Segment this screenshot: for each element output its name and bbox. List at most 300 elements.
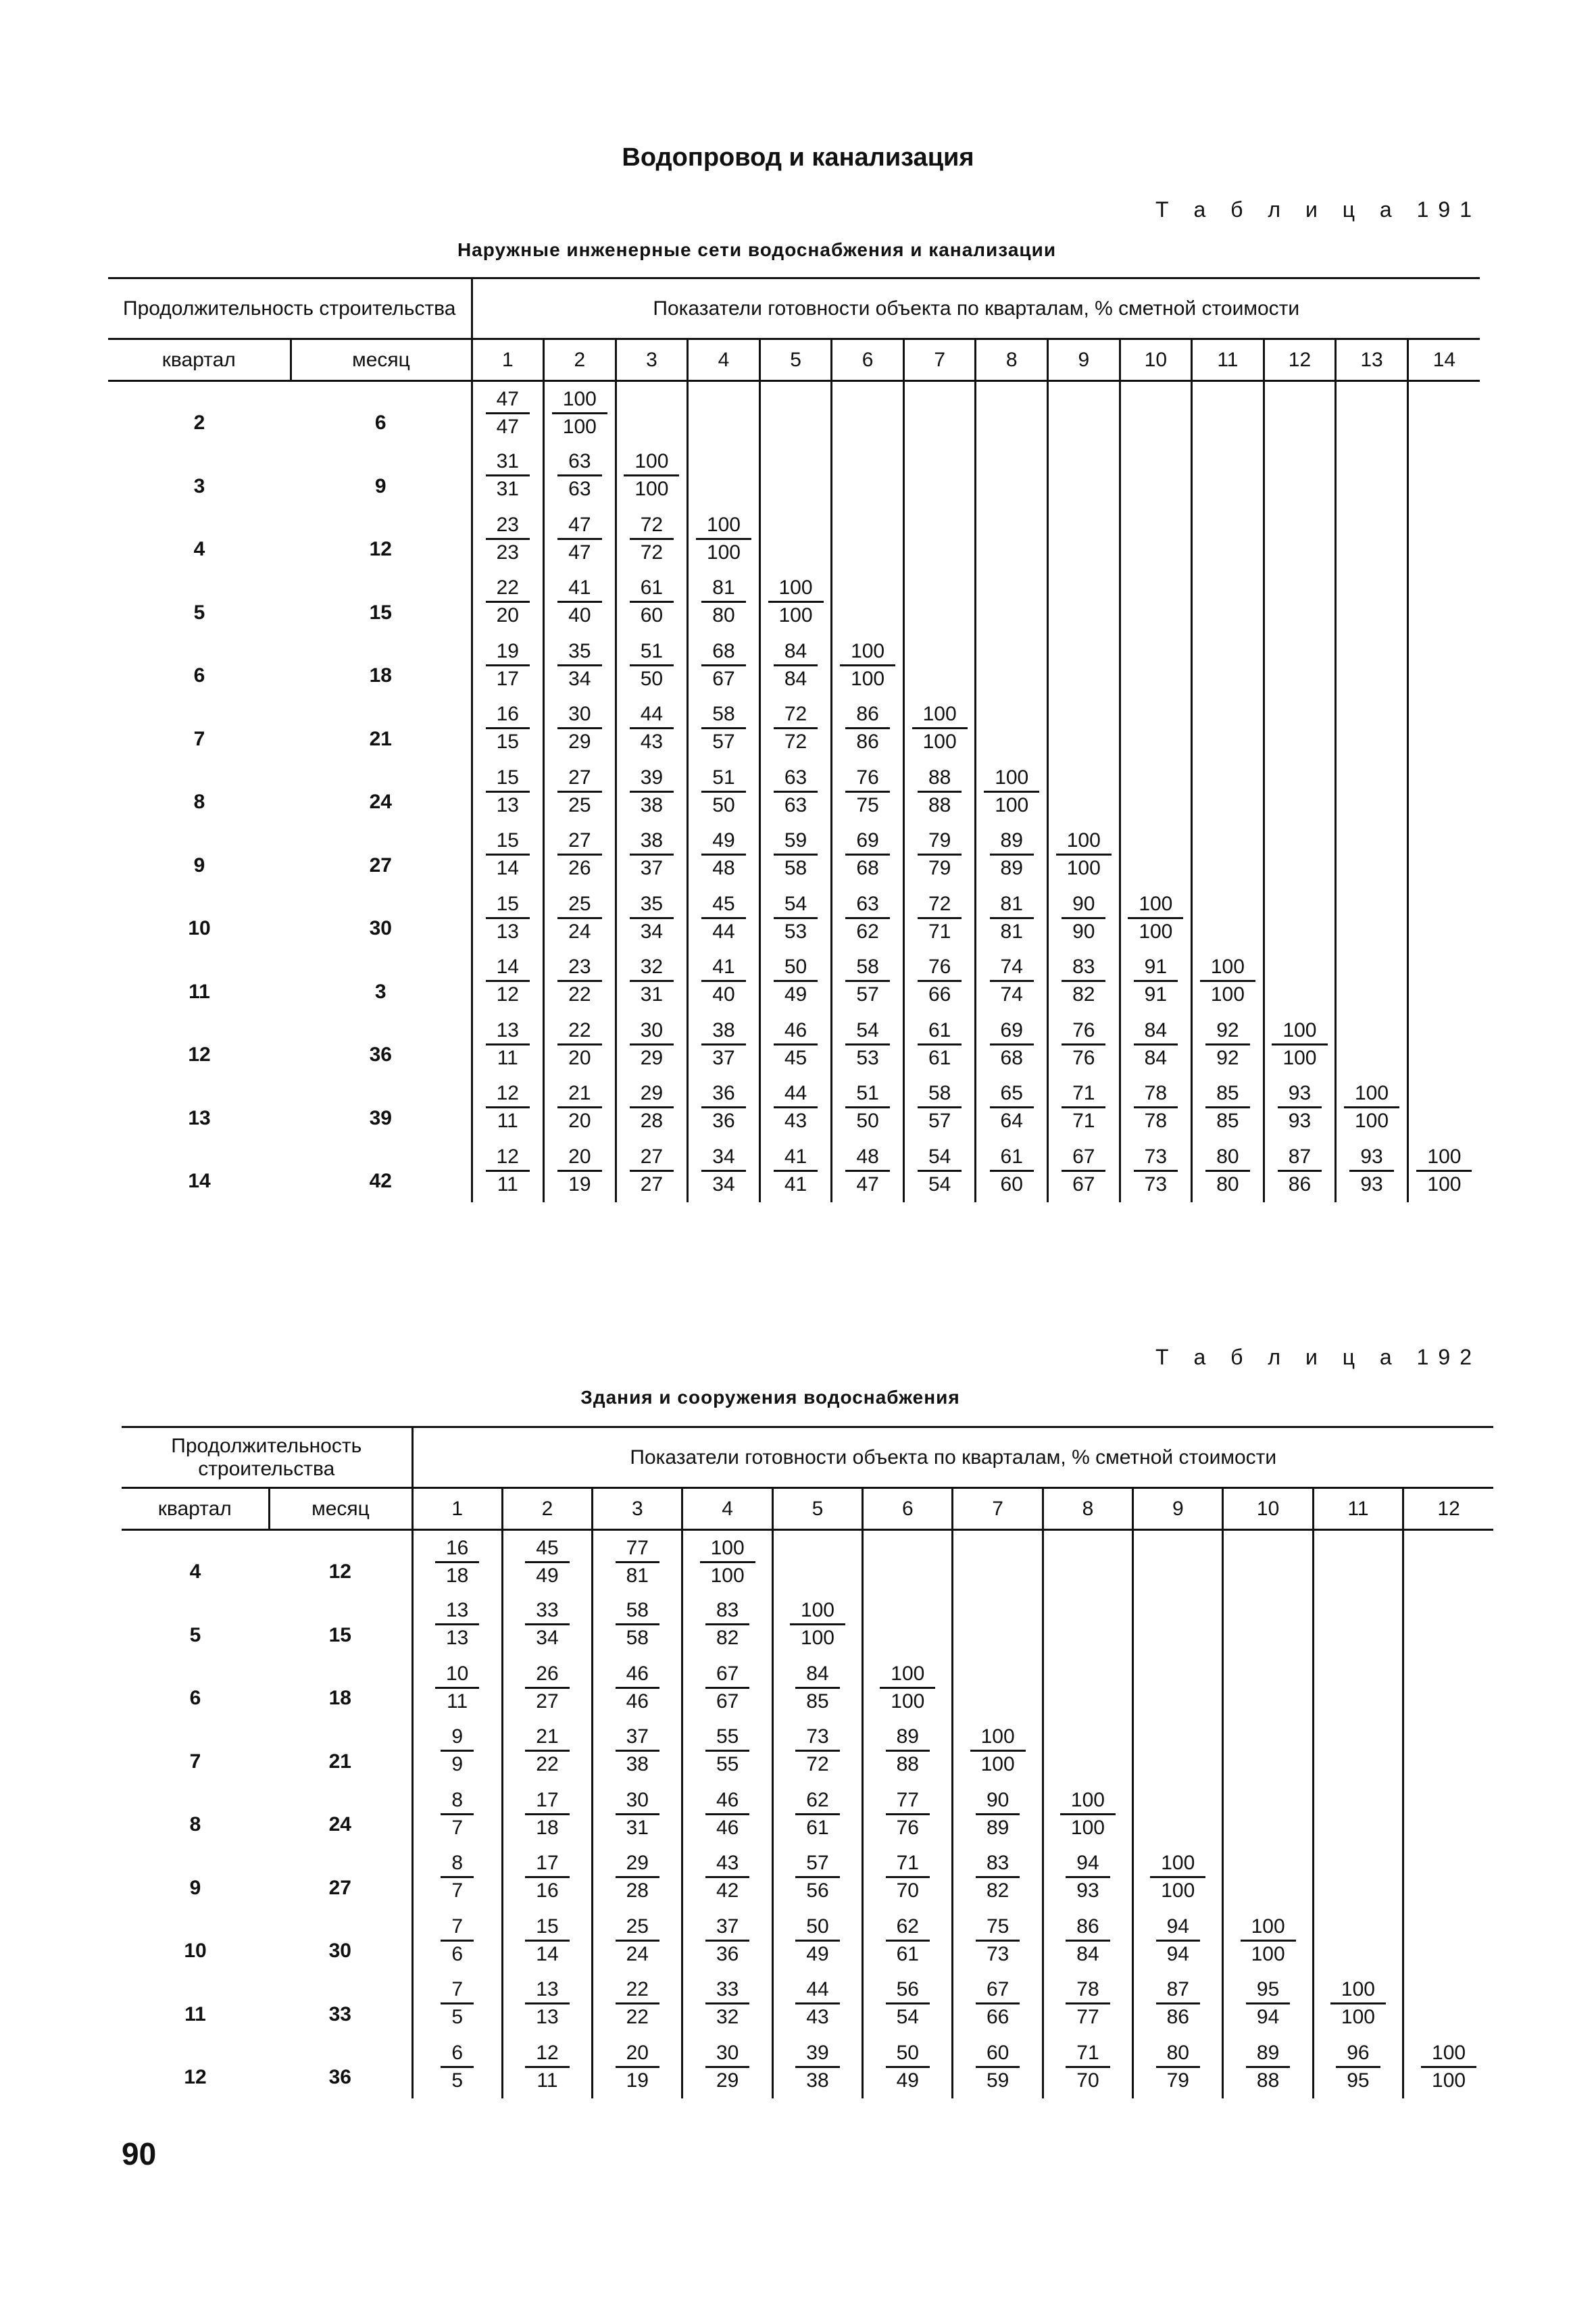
value-cell — [1120, 697, 1192, 760]
fraction-denominator: 45 — [774, 1043, 818, 1071]
value-cell — [1048, 1139, 1120, 1203]
fraction — [970, 1724, 1026, 1777]
month-cell: 18 — [291, 634, 472, 697]
fraction-numerator: 59 — [784, 829, 807, 852]
value-cell — [1407, 570, 1480, 634]
value-cell — [593, 2036, 682, 2099]
value-cell — [688, 570, 760, 634]
quarter-cell: 6 — [189, 1687, 201, 1709]
fraction-denominator: 73 — [976, 1940, 1020, 1967]
fraction-numerator: 92 — [1216, 1018, 1239, 1041]
fraction — [486, 575, 530, 629]
value-cell — [1264, 570, 1336, 634]
table-row — [122, 2036, 1493, 2099]
month-cell: 3 — [291, 950, 472, 1013]
value-cell — [412, 1530, 502, 1594]
fraction-denominator: 36 — [701, 1106, 745, 1134]
table-row — [108, 1076, 1480, 1139]
value-cell — [688, 1013, 760, 1077]
fraction-denominator: 7 — [441, 1813, 474, 1841]
value-cell — [688, 760, 760, 824]
table-row — [122, 1909, 1493, 1973]
fraction — [1416, 1144, 1472, 1198]
fraction — [616, 1724, 659, 1777]
value-cell — [1403, 2036, 1493, 2099]
column-header-2: 2 — [544, 339, 616, 381]
fraction-denominator: 84 — [1134, 1043, 1178, 1071]
value-cell — [976, 887, 1048, 950]
fraction-numerator: 100 — [1070, 1788, 1105, 1811]
fraction-numerator: 39 — [806, 2041, 829, 2064]
table-row — [108, 760, 1480, 824]
fraction — [630, 512, 674, 566]
fraction-numerator: 57 — [806, 1852, 829, 1875]
fraction-denominator: 28 — [630, 1106, 674, 1134]
month-cell: 42 — [291, 1139, 472, 1203]
value-cell — [863, 2036, 953, 2099]
fraction — [441, 1914, 474, 1967]
value-cell — [616, 823, 688, 887]
fraction-numerator: 43 — [716, 1852, 739, 1875]
value-cell — [1048, 760, 1120, 824]
month-cell: 12 — [291, 508, 472, 571]
value-cell — [1133, 2036, 1223, 2099]
value-cell — [759, 381, 832, 445]
value-cell — [682, 1593, 772, 1656]
value-cell — [1313, 1972, 1403, 2036]
fraction — [795, 1724, 839, 1777]
value-cell — [1403, 1530, 1493, 1594]
value-cell — [832, 381, 904, 445]
fraction — [557, 1018, 601, 1071]
fraction-numerator: 26 — [536, 1662, 559, 1685]
fraction-denominator: 48 — [701, 854, 745, 881]
fraction-denominator: 71 — [1062, 1106, 1105, 1134]
fraction-denominator: 76 — [1062, 1043, 1105, 1071]
value-cell — [863, 1719, 953, 1783]
fraction-numerator: 55 — [716, 1725, 739, 1748]
value-cell — [1313, 1846, 1403, 1909]
value-cell — [616, 950, 688, 1013]
value-cell — [1133, 1530, 1223, 1594]
fraction-numerator: 27 — [568, 829, 591, 852]
month-cell: 30 — [269, 1909, 412, 1973]
fraction — [705, 1661, 749, 1715]
fraction-numerator: 33 — [716, 1978, 739, 2001]
fraction — [1066, 1977, 1109, 2030]
fraction-denominator: 36 — [705, 1940, 749, 1967]
fraction-denominator: 84 — [1066, 1940, 1109, 1967]
fraction-numerator: 58 — [626, 1599, 649, 1622]
fraction-denominator: 93 — [1349, 1170, 1393, 1198]
table-row — [122, 1656, 1493, 1720]
fraction-denominator: 38 — [630, 791, 674, 818]
fraction-numerator: 22 — [626, 1978, 649, 2001]
fraction — [990, 1081, 1034, 1134]
fraction — [557, 954, 601, 1008]
value-cell — [1192, 570, 1264, 634]
fraction-denominator: 14 — [525, 1940, 569, 1967]
fraction-denominator: 57 — [845, 980, 889, 1008]
value-cell — [1407, 634, 1480, 697]
fraction — [845, 1144, 889, 1198]
fraction — [845, 1018, 889, 1071]
table-row — [122, 1972, 1493, 2036]
value-cell — [472, 1076, 544, 1139]
value-cell — [544, 950, 616, 1013]
fraction-numerator: 63 — [856, 892, 879, 915]
value-cell — [1403, 1656, 1493, 1720]
fraction-denominator: 100 — [1128, 917, 1183, 945]
fraction — [990, 828, 1034, 881]
fraction-numerator: 15 — [536, 1915, 559, 1938]
fraction-denominator: 20 — [557, 1106, 601, 1134]
quarter-cell: 9 — [189, 1876, 201, 1899]
value-cell — [903, 1076, 976, 1139]
subheader-row — [122, 1488, 1493, 1530]
fraction-denominator: 27 — [630, 1170, 674, 1198]
fraction-numerator: 88 — [928, 766, 951, 789]
quarter-cell: 5 — [189, 1623, 201, 1646]
quarter-cell: 3 — [193, 474, 205, 497]
fraction-denominator: 100 — [552, 412, 607, 440]
fraction — [1344, 1081, 1399, 1134]
fraction-denominator: 11 — [486, 1106, 530, 1134]
value-cell — [1120, 570, 1192, 634]
value-cell — [759, 950, 832, 1013]
fraction — [486, 701, 530, 755]
fraction-denominator: 17 — [486, 664, 530, 692]
value-cell — [472, 697, 544, 760]
page-number: 90 — [122, 2136, 157, 2171]
value-cell — [863, 1656, 953, 1720]
fraction-denominator: 49 — [525, 1561, 569, 1589]
value-cell — [1048, 1076, 1120, 1139]
fraction — [845, 828, 889, 881]
fraction-numerator: 22 — [568, 1018, 591, 1041]
indicators-header: Показатели готовности объекта по кварталам, % сметной стоимости — [412, 1427, 1493, 1488]
value-cell — [1223, 1656, 1313, 1720]
fraction-denominator: 94 — [1246, 2002, 1290, 2030]
fraction-denominator: 34 — [557, 664, 601, 692]
value-cell — [1120, 823, 1192, 887]
fraction — [886, 2040, 930, 2094]
column-header-1: 1 — [412, 1488, 502, 1530]
fraction-denominator: 100 — [912, 727, 968, 755]
fraction-numerator: 41 — [712, 956, 735, 979]
value-cell — [832, 950, 904, 1013]
fraction-denominator: 43 — [774, 1106, 818, 1134]
value-cell — [976, 1139, 1048, 1203]
fraction-denominator: 79 — [918, 854, 962, 881]
value-cell — [1133, 1972, 1223, 2036]
value-cell — [1223, 2036, 1313, 2099]
table-row — [122, 1783, 1493, 1846]
value-cell — [1264, 1139, 1336, 1203]
fraction-denominator: 53 — [774, 917, 818, 945]
fraction — [630, 765, 674, 818]
fraction-numerator: 81 — [712, 576, 735, 599]
fraction — [1062, 1144, 1105, 1198]
fraction — [616, 2040, 659, 2094]
value-cell — [1264, 697, 1336, 760]
value-cell — [688, 381, 760, 445]
value-cell — [1313, 1909, 1403, 1973]
fraction — [990, 891, 1034, 945]
column-header-4: 4 — [688, 339, 760, 381]
fraction — [1056, 828, 1112, 881]
fraction-denominator: 79 — [1156, 2066, 1200, 2094]
fraction-denominator: 100 — [1421, 2066, 1476, 2094]
fraction — [435, 1535, 479, 1589]
fraction-numerator: 20 — [568, 1145, 591, 1168]
fraction-denominator: 71 — [918, 917, 962, 945]
fraction-denominator: 14 — [486, 854, 530, 881]
column-header-5: 5 — [759, 339, 832, 381]
table-191-label: Т а б л и ц а 191 — [1155, 197, 1481, 222]
fraction-denominator: 57 — [918, 1106, 962, 1134]
fraction-numerator: 67 — [716, 1662, 739, 1685]
table-row — [108, 887, 1480, 950]
value-cell — [976, 634, 1048, 697]
fraction-numerator: 27 — [640, 1145, 664, 1168]
value-cell — [412, 1846, 502, 1909]
fraction-denominator: 70 — [886, 1876, 930, 1904]
column-header-14: 14 — [1407, 339, 1480, 381]
fraction-numerator: 31 — [496, 450, 519, 473]
fraction — [1421, 2040, 1476, 2094]
fraction-numerator: 79 — [928, 829, 951, 852]
fraction — [441, 2040, 474, 2094]
fraction-numerator: 16 — [445, 1536, 469, 1559]
value-cell — [1043, 1719, 1132, 1783]
fraction-denominator: 53 — [845, 1043, 889, 1071]
value-cell — [412, 1909, 502, 1973]
fraction — [774, 1081, 818, 1134]
fraction-denominator: 13 — [525, 2002, 569, 2030]
fraction — [886, 1724, 930, 1777]
fraction-denominator: 100 — [768, 601, 824, 629]
fraction — [616, 1850, 659, 1904]
value-cell — [1223, 1846, 1313, 1909]
fraction — [616, 1535, 659, 1589]
fraction — [845, 954, 889, 1008]
fraction-numerator: 39 — [640, 766, 664, 789]
fraction-denominator: 100 — [1330, 2002, 1386, 2030]
value-cell — [1264, 887, 1336, 950]
month-cell: 21 — [291, 697, 472, 760]
fraction — [845, 891, 889, 945]
quarter-cell: 5 — [193, 601, 205, 624]
fraction-numerator: 32 — [640, 956, 664, 979]
fraction-denominator: 58 — [616, 1623, 659, 1651]
value-cell — [1043, 1530, 1132, 1594]
value-cell — [1120, 444, 1192, 508]
fraction-denominator: 57 — [701, 727, 745, 755]
value-cell — [682, 1530, 772, 1594]
value-cell — [544, 570, 616, 634]
fraction-numerator: 14 — [496, 956, 519, 979]
fraction-numerator: 100 — [562, 387, 597, 410]
value-cell — [1192, 508, 1264, 571]
fraction-denominator: 13 — [435, 1623, 479, 1651]
value-cell — [544, 697, 616, 760]
fraction-denominator: 72 — [774, 727, 818, 755]
fraction — [486, 765, 530, 818]
duration-header: Продолжительность строительства — [122, 1427, 412, 1488]
value-cell — [772, 1846, 862, 1909]
value-cell — [903, 570, 976, 634]
fraction-denominator: 60 — [630, 601, 674, 629]
month-cell: 21 — [269, 1719, 412, 1783]
fraction-denominator: 94 — [1156, 1940, 1200, 1967]
fraction — [976, 1977, 1020, 2030]
fraction-denominator: 37 — [701, 1043, 745, 1071]
fraction — [486, 828, 530, 881]
value-cell — [616, 570, 688, 634]
value-cell — [544, 508, 616, 571]
value-cell — [953, 1909, 1043, 1973]
fraction-numerator: 19 — [496, 639, 519, 662]
fraction — [630, 891, 674, 945]
fraction-numerator: 30 — [626, 1788, 649, 1811]
column-header-12: 12 — [1264, 339, 1336, 381]
month-cell: 15 — [291, 570, 472, 634]
value-cell — [412, 1972, 502, 2036]
fraction — [557, 575, 601, 629]
fraction-numerator: 100 — [922, 703, 957, 726]
fraction — [774, 954, 818, 1008]
value-cell — [1048, 887, 1120, 950]
fraction-numerator: 7 — [451, 1978, 463, 2001]
fraction-numerator: 67 — [1072, 1145, 1095, 1168]
column-header-7: 7 — [903, 339, 976, 381]
month-cell: 27 — [291, 823, 472, 887]
value-cell — [412, 1783, 502, 1846]
fraction-numerator: 84 — [784, 639, 807, 662]
value-cell — [772, 1909, 862, 1973]
fraction — [768, 575, 824, 629]
value-cell — [688, 444, 760, 508]
fraction — [886, 1788, 930, 1841]
fraction — [486, 387, 530, 440]
quarter-cell: 10 — [184, 1940, 207, 1962]
value-cell — [903, 697, 976, 760]
value-cell — [1133, 1909, 1223, 1973]
fraction-numerator: 15 — [496, 829, 519, 852]
quarter-cell: 8 — [189, 1813, 201, 1836]
fraction-numerator: 35 — [568, 639, 591, 662]
fraction-denominator: 85 — [1205, 1106, 1249, 1134]
value-cell — [1192, 1139, 1264, 1203]
fraction-numerator: 100 — [1139, 892, 1173, 915]
fraction-numerator: 17 — [536, 1788, 559, 1811]
fraction-denominator: 56 — [795, 1876, 839, 1904]
value-cell — [1336, 950, 1408, 1013]
fraction-denominator: 100 — [1060, 1813, 1116, 1841]
fraction-denominator: 88 — [886, 1750, 930, 1777]
value-cell — [832, 1139, 904, 1203]
fraction-denominator: 80 — [1205, 1170, 1249, 1198]
table-row — [108, 570, 1480, 634]
value-cell — [616, 1013, 688, 1077]
fraction-numerator: 93 — [1360, 1145, 1383, 1168]
value-cell — [544, 887, 616, 950]
fraction-denominator: 16 — [525, 1876, 569, 1904]
fraction-denominator: 58 — [774, 854, 818, 881]
value-cell — [1336, 697, 1408, 760]
month-cell: 9 — [291, 444, 472, 508]
fraction-numerator: 45 — [536, 1536, 559, 1559]
fraction-denominator: 50 — [701, 791, 745, 818]
value-cell — [976, 508, 1048, 571]
fraction-denominator: 50 — [845, 1106, 889, 1134]
fraction — [795, 1977, 839, 2030]
value-cell — [772, 1656, 862, 1720]
value-cell — [1407, 823, 1480, 887]
fraction-numerator: 7 — [451, 1915, 463, 1938]
fraction — [557, 765, 601, 818]
fraction-denominator: 82 — [976, 1876, 1020, 1904]
fraction — [774, 828, 818, 881]
value-cell — [1192, 444, 1264, 508]
fraction-denominator: 82 — [1062, 980, 1105, 1008]
fraction — [441, 1850, 474, 1904]
fraction-denominator: 72 — [795, 1750, 839, 1777]
fraction-denominator: 12 — [486, 980, 530, 1008]
value-cell — [616, 887, 688, 950]
table-row — [108, 697, 1480, 760]
fraction — [795, 1850, 839, 1904]
fraction-numerator: 73 — [1144, 1145, 1168, 1168]
value-cell — [472, 823, 544, 887]
fraction — [630, 701, 674, 755]
value-cell — [1048, 634, 1120, 697]
fraction-denominator: 49 — [774, 980, 818, 1008]
fraction — [918, 954, 962, 1008]
value-cell — [903, 1139, 976, 1203]
fraction-numerator: 12 — [536, 2041, 559, 2064]
value-cell — [759, 1139, 832, 1203]
value-cell — [832, 570, 904, 634]
fraction-numerator: 41 — [568, 576, 591, 599]
value-cell — [544, 1076, 616, 1139]
fraction — [918, 828, 962, 881]
value-cell — [412, 1656, 502, 1720]
fraction-denominator: 5 — [441, 2066, 474, 2094]
subheader-row — [108, 339, 1480, 381]
value-cell — [616, 1076, 688, 1139]
fraction-numerator: 61 — [928, 1018, 951, 1041]
value-cell — [502, 1909, 592, 1973]
fraction — [976, 1914, 1020, 1967]
fraction — [701, 639, 745, 692]
fraction-denominator: 11 — [486, 1043, 530, 1071]
value-cell — [472, 1139, 544, 1203]
fraction-denominator: 47 — [486, 412, 530, 440]
fraction-denominator: 100 — [970, 1750, 1026, 1777]
value-cell — [472, 760, 544, 824]
fraction-numerator: 6 — [451, 2041, 463, 2064]
value-cell — [1192, 887, 1264, 950]
column-header-10: 10 — [1223, 1488, 1313, 1530]
fraction-denominator: 93 — [1278, 1106, 1322, 1134]
header-row — [108, 278, 1480, 339]
value-cell — [688, 823, 760, 887]
fraction — [701, 1018, 745, 1071]
value-cell — [832, 1013, 904, 1077]
value-cell — [1264, 508, 1336, 571]
